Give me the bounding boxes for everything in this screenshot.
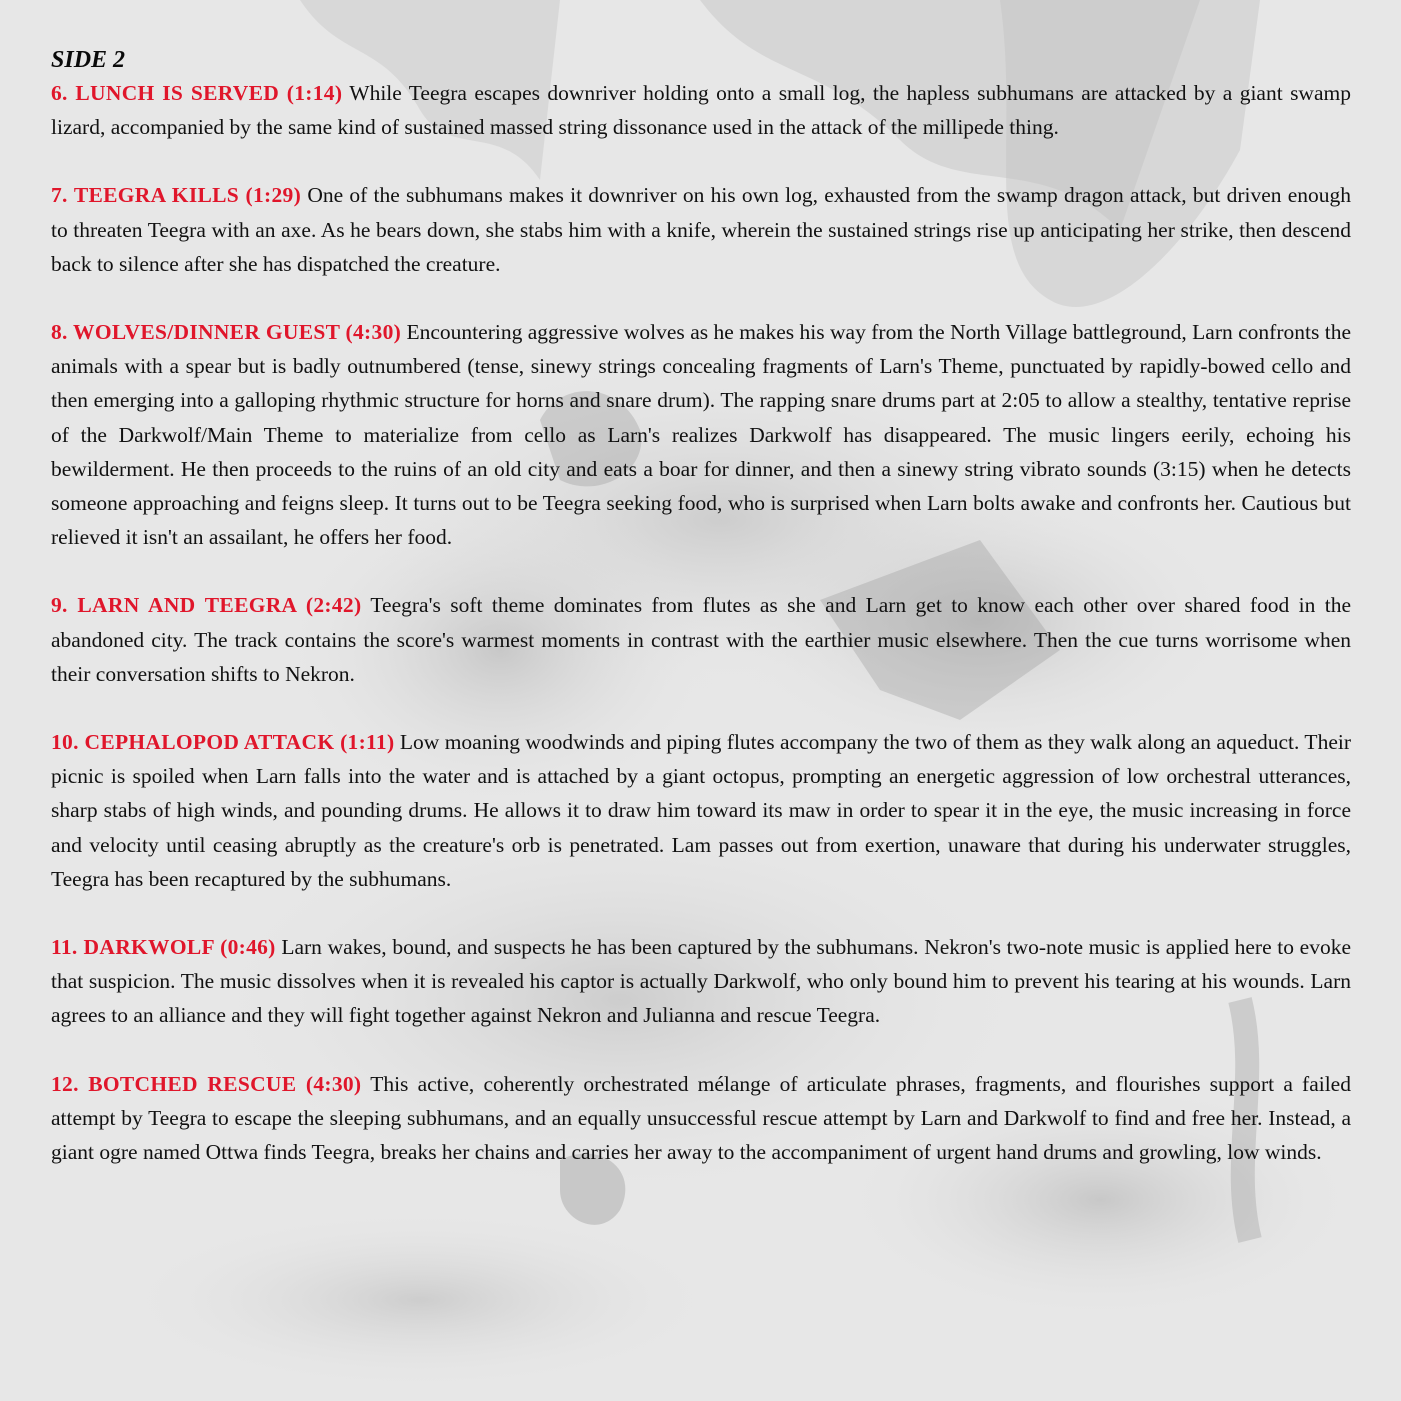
track-title: 11. DARKWOLF (0:46) [51,935,276,960]
track-title: 6. LUNCH IS SERVED (1:14) [51,81,343,105]
track-entry [51,930,1351,1033]
track-description: Teegra's soft theme dominates from flutes as she and Larn get to know each other over shared food in the abandoned city. The track contains the score's warmest moments in contrast with the earthier music elsewhere. Then the cue turns worrisome when their conversation shifts to Nekron. [51,593,1352,686]
track-entry [51,315,1351,554]
track-entry [51,588,1351,691]
track-title: 12. BOTCHED RESCUE (4:30) [51,1071,362,1096]
track-description: Low moaning woodwinds and piping flutes accompany the two of them as they walk along an aqueduct. Their picnic is spoiled when Larn falls into the water and is attached by a giant octopus, prompting an energetic aggression of low orchestral utterances, sharp stabs of high winds, and pounding drums. He allows it to draw him toward its maw in order to spear it in the eye, the music increasing in force and velocity until ceasing abruptly as the creature's orb is penetrated. Lam passes out from exertion, unaware that during his underwater struggles, Teegra has been recaptured by the subhumans. [51,730,1351,891]
track-entry [51,76,1351,144]
liner-notes [51,44,1351,1203]
track-description: One of the subhumans makes it downriver on his own log, exhausted from the swamp dragon attack, but driven enough to threaten Teegra with an axe. As he bears down, she stabs him with a knife, wherein the sustained strings rise up anticipating her strike, then descend back to silence after she has dispatched the creature. [51,183,1352,276]
track-description: While Teegra escapes downriver holding onto a small log, the hapless subhumans are attacked by a giant swamp lizard, accompanied by the same kind of sustained massed string dissonance used in the attack of the millipede thing. [51,81,1351,140]
track-entry [51,178,1351,281]
track-description: This active, coherently orchestrated mélange of articulate phrases, fragments, and flourishes support a failed attempt by Teegra to escape the sleeping subhumans, and an equally unsuccessful rescue attempt by Larn and Darkwolf to find and free her. Instead, a giant ogre named Ottwa finds Teegra, breaks her chains and carries her away to the accompaniment of urgent hand drums and growling, low winds. [51,1071,1351,1165]
track-title: 7. TEEGRA KILLS (1:29) [51,183,302,208]
track-entry [51,725,1351,896]
track-description: Larn wakes, bound, and suspects he has been captured by the subhumans. Nekron's two-note music is applied here to evoke that suspicion. The music dissolves when it is revealed his captor is actually Darkwolf, who only bound him to prevent his tearing at his wounds. Larn agrees to an alliance and they will fight together against Nekron and Julianna and rescue Teegra. [51,935,1352,1028]
side-heading: SIDE 2 [51,47,126,73]
track-title: 10. CEPHALOPOD ATTACK (1:11) [51,730,395,755]
track-title: 9. LARN AND TEEGRA (2:42) [51,593,362,618]
track-description: Encountering aggressive wolves as he makes his way from the North Village battleground, Larn confronts the animals with a spear but is badly outnumbered (tense, sinewy strings concealing fragments of Larn's Theme, punctuated by rapidly-bowed cello and then emerging into a galloping rhythmic structure for horns and snare drum). The rapping snare drums part at 2:05 to allow a stealthy, tentative reprise of the Darkwolf/Main Theme to materialize from cello as Larn's realizes Darkwolf has disappeared. The music lingers eerily, echoing his bewilderment. He then proceeds to the ruins of an old city and eats a boar for dinner, and then a sinewy string vibrato sounds (3:15) when he detects someone approaching and feigns sleep. It turns out to be Teegra seeking food, who is surprised when Larn bolts awake and confronts her. Cautious but relieved it isn't an assailant, he offers her food. [51,320,1352,550]
track-title: 8. WOLVES/DINNER GUEST (4:30) [51,320,402,345]
track-entry [51,1067,1351,1170]
